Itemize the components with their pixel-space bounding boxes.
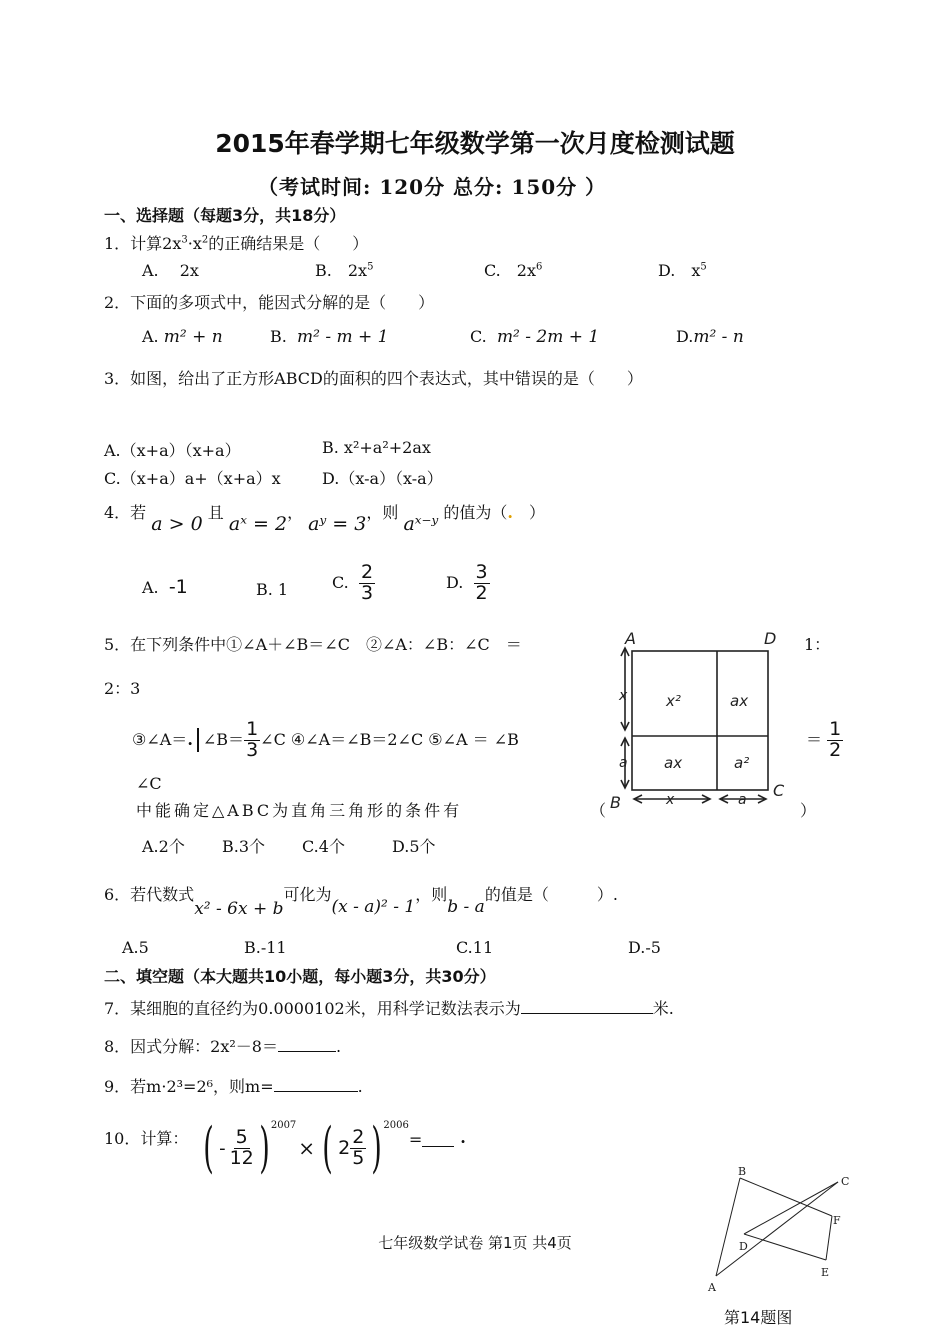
q6-option-a: A.5 <box>122 938 149 957</box>
q2-option-a: A. m² + n <box>142 327 223 347</box>
q4-stem: 4．若 a > 0 且 aˣ = 2， aʸ = 3，则 aˣ⁻ʸ 的值为（. ） <box>104 503 546 535</box>
q10-expression: ( - $\frac{5}{12}$ ) 2007 × ( 2 $\frac{2}{5}$ ) 2006 = . <box>203 1116 466 1179</box>
q8-stem: 8．因式分解：2x²－8＝ . <box>104 1037 342 1056</box>
q5-option-b: B.3个 <box>222 837 266 856</box>
side-a-label: a <box>619 755 628 771</box>
q5-line3-tail: ＝ $\frac{1}{2}$ <box>806 718 842 761</box>
fig2-label-C: C <box>841 1175 850 1188</box>
q1-stem: 1．计算$2x^3\cdot x^2$的正确结果是（ ） <box>104 234 369 253</box>
section-fill-heading: 二、填空题（本大题共10小题，每小题3分，共30分） <box>104 967 496 986</box>
q5-line1-tail: 1： <box>804 635 831 654</box>
q3-option-b: B. x²+a²+2ax <box>322 438 431 457</box>
label-D: D <box>764 629 777 648</box>
q5-line5: 中能确定△ABC为直角三角形的条件有 <box>136 801 463 820</box>
q3-option-a: A.（x+a）（x+a） <box>104 441 241 460</box>
q2-option-b: B. m² - m + 1 <box>270 327 389 347</box>
q5-paren-right: ） <box>800 801 817 820</box>
cell-x-squared: x² <box>666 692 681 710</box>
q1-option-d: D. $x^5$ <box>658 261 707 280</box>
q4-option-a: A. -1 <box>142 576 188 598</box>
q4-option-b: B. 1 <box>256 580 289 599</box>
section-choice-heading: 一、选择题（每题3分，共18分） <box>104 206 346 225</box>
bottom-x-label: x <box>666 792 675 808</box>
cell-a-squared: a² <box>734 754 750 772</box>
page-footer: 七年级数学试卷 第1页 共4页 <box>378 1234 572 1252</box>
q6-option-d: D.-5 <box>628 938 661 957</box>
q5-option-d: D.5个 <box>392 837 436 856</box>
q1-option-a: A. 2x <box>142 261 199 280</box>
q4-option-c: C. $\frac{2}{3}$ <box>332 561 374 604</box>
q5-option-a: A.2个 <box>142 837 185 856</box>
q2-option-c: C. m² - 2m + 1 <box>470 327 600 347</box>
q10-label: 10．计算： <box>104 1129 189 1148</box>
page-title: 2015年春学期七年级数学第一次月度检测试题 <box>215 129 735 158</box>
q6-option-c: C.11 <box>456 938 494 957</box>
fig2-label-F: F <box>833 1214 841 1227</box>
label-A: A <box>625 629 636 648</box>
q5-paren-left: （ <box>590 801 607 820</box>
q5-line2: 2：3 <box>104 679 141 698</box>
q14-figure <box>700 1160 860 1300</box>
q14-figure-caption: 第14题图 <box>724 1308 793 1327</box>
q5-line4: ∠C <box>136 774 162 793</box>
q1-option-b: B. $2x^5$ <box>315 261 374 280</box>
q3-option-c: C.（x+a）a+（x+a）x <box>104 469 281 488</box>
fig2-label-E: E <box>821 1266 830 1279</box>
q1-option-c: C. $2x^6$ <box>484 261 543 280</box>
exam-info: （考试时间: 120分 总分: 150分 ） <box>258 175 607 199</box>
q2-stem: 2．下面的多项式中，能因式分解的是（ ） <box>104 293 435 312</box>
label-C: C <box>773 781 785 800</box>
side-x-label: x <box>619 688 628 704</box>
q3-stem: 3．如图，给出了正方形ABCD的面积的四个表达式，其中错误的是（ ） <box>104 369 643 388</box>
fig2-label-A: A <box>708 1281 716 1294</box>
cell-ax-bottom: ax <box>664 754 683 772</box>
q7-stem: 7．某细胞的直径约为0.0000102米，用科学记数法表示为 米. <box>104 999 674 1018</box>
q9-stem: 9．若m·2³=2⁶，则m= . <box>104 1077 363 1096</box>
cell-ax-top: ax <box>730 692 749 710</box>
q2-option-d: D.m² - n <box>676 327 744 347</box>
q6-stem: 6．若代数式x² - 6x + b可化为(x - a)² - 1，则b - a的值是（ ）. <box>104 885 618 919</box>
q4-option-d: D. $\frac{3}{2}$ <box>446 561 488 604</box>
square-area-figure <box>606 626 796 812</box>
q5-option-c: C.4个 <box>302 837 345 856</box>
fig2-label-D: D <box>739 1240 748 1253</box>
bottom-a-label: a <box>738 792 747 808</box>
label-B: B <box>610 793 621 812</box>
fig2-label-B: B <box>738 1165 747 1178</box>
q6-option-b: B.-11 <box>244 938 287 957</box>
q5-line3: ③∠A＝. ∠B＝ $\frac{1}{3}$ ∠C ④∠A＝∠B＝2∠C ⑤∠A ＝ ∠B <box>132 718 519 761</box>
q5-line1: 5．在下列条件中①∠A＋∠B＝∠C ②∠A：∠B：∠C ＝ <box>104 635 522 654</box>
q3-option-d: D.（x-a）（x-a） <box>322 469 443 488</box>
